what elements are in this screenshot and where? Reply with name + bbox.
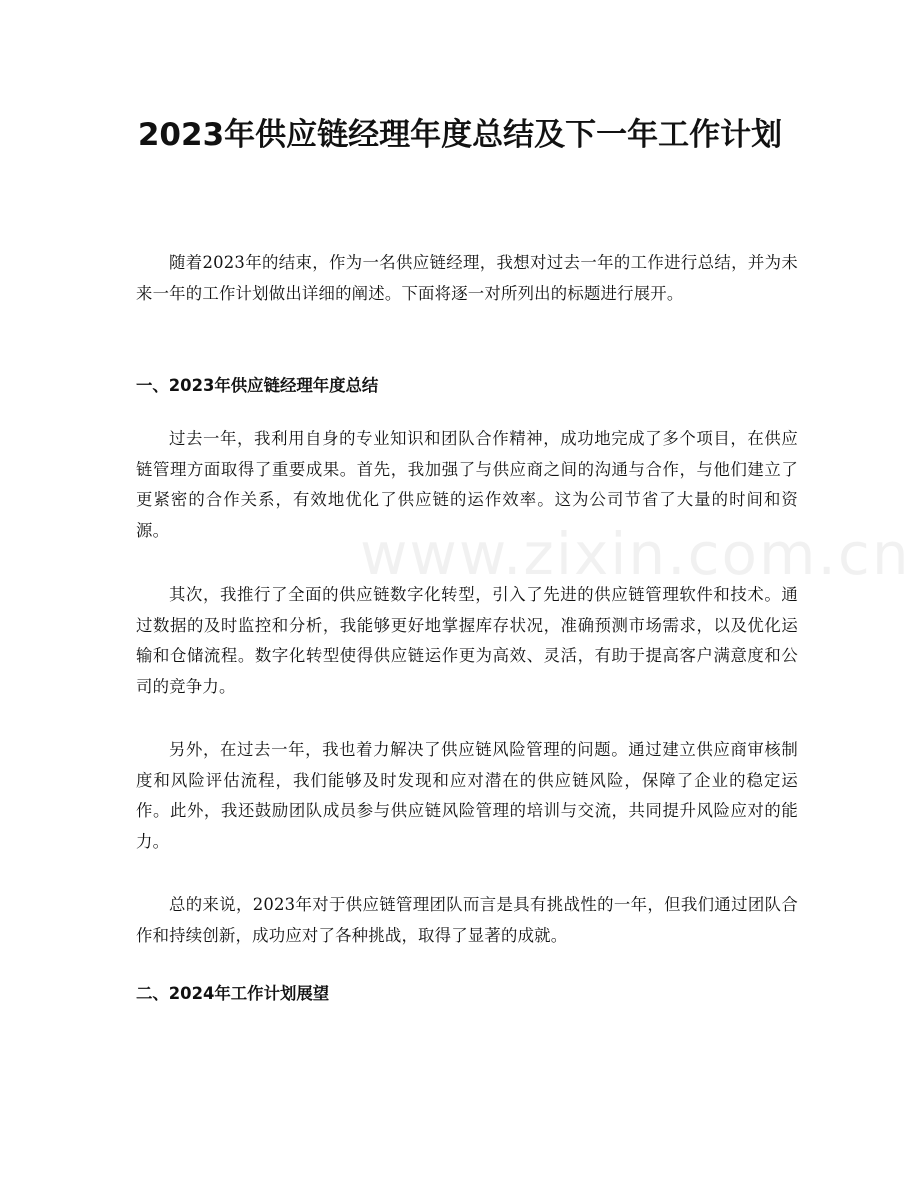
section-1-paragraph-1: 过去一年，我利用自身的专业知识和团队合作精神，成功地完成了多个项目，在供应链管理方面取得了重要成果。首先，我加强了与供应商之间的沟通与合作，与他们建立了更紧密的合作关系，有效地优化了供应链的运作效率。这为公司节省了大量的时间和资源。 [136,429,798,540]
document-title: 2023年供应链经理年度总结及下一年工作计划 [137,117,783,153]
section-1-paragraph-2: 其次，我推行了全面的供应链数字化转型，引入了先进的供应链管理软件和技术。通过数据的及时监控和分析，我能够更好地掌握库存状况，准确预测市场需求，以及优化运输和仓储流程。数字化转型使得供应链运作更为高效、灵活，有助于提高客户满意度和公司的竞争力。 [136,585,798,696]
section-2-heading: 二、2024年工作计划展望 [136,984,330,1003]
section-1-paragraph-4: 总的来说，2023年对于供应链管理团队而言是具有挑战性的一年，但我们通过团队合作和持续创新，成功应对了各种挑战，取得了显著的成就。 [136,895,798,945]
intro-paragraph: 随着2023年的结束，作为一名供应链经理，我想对过去一年的工作进行总结，并为未来一年的工作计划做出详细的阐述。下面将逐一对所列出的标题进行展开。 [136,253,798,303]
section-1-paragraph-3: 另外，在过去一年，我也着力解决了供应链风险管理的问题。通过建立供应商审核制度和风险评估流程，我们能够及时发现和应对潜在的供应链风险，保障了企业的稳定运作。此外，我还鼓励团队成员参与供应链风险管理的培训与交流，共同提升风险应对的能力。 [136,740,798,851]
section-1-heading: 一、2023年供应链经理年度总结 [136,376,379,395]
watermark: www.zixin.com.cn [360,520,911,588]
